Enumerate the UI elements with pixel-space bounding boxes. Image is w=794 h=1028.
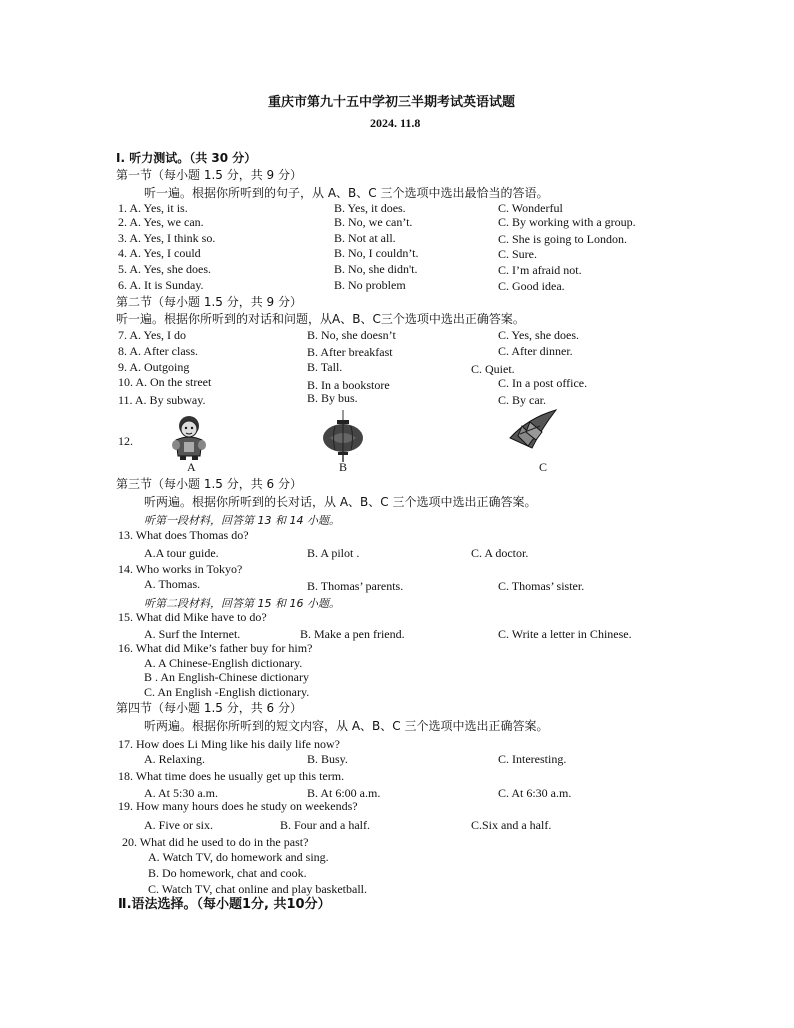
q15-b: B. Make a pen friend. xyxy=(300,627,405,641)
sec4-instructions: 听两遍。根据你所听到的短文内容，从 A、B、C 三个选项中选出正确答案。 xyxy=(144,719,549,733)
q4-c: C. Sure. xyxy=(498,247,537,261)
q15-a: A. Surf the Internet. xyxy=(144,627,241,641)
q15-stem: 15. What did Mike have to do? xyxy=(118,610,267,624)
q17-a: A. Relaxing. xyxy=(144,752,205,766)
q13-a: A.A tour guide. xyxy=(144,546,219,560)
q19-a: A. Five or six. xyxy=(144,818,213,832)
q16-c: C. An English -English dictionary. xyxy=(144,685,310,699)
q5-b: B. No, she didn't. xyxy=(334,262,418,276)
q2-a: 2. A. Yes, we can. xyxy=(118,215,204,229)
q16-stem: 16. What did Mike’s father buy for him? xyxy=(118,641,313,655)
q14-a: A. Thomas. xyxy=(144,577,201,591)
q17-stem: 17. How does Li Ming like his daily life now? xyxy=(118,737,340,751)
q20-stem: 20. What did he used to do in the past? xyxy=(122,835,309,849)
q6-c: C. Good idea. xyxy=(498,279,565,293)
q7-a: 7. A. Yes, I do xyxy=(118,328,187,342)
q2-c: C. By working with a group. xyxy=(498,215,636,229)
q16-b: B . An English-Chinese dictionary xyxy=(144,670,309,684)
q11-b: B. By bus. xyxy=(307,391,358,405)
q9-a: 9. A. Outgoing xyxy=(118,360,190,374)
sec1-instructions: 听一遍。根据你所听到的句子，从 A、B、C 三个选项中选出最恰当的答语。 xyxy=(144,186,549,200)
q13-c: C. A doctor. xyxy=(471,546,529,560)
sec3-material2: 听第二段材料，回答第 15 和 16 小题。 xyxy=(144,597,340,610)
q10-b: B. In a bookstore xyxy=(307,378,390,392)
q5-a: 5. A. Yes, she does. xyxy=(118,262,212,276)
q1-a: 1. A. Yes, it is. xyxy=(118,201,188,215)
q1-c: C. Wonderful xyxy=(498,201,563,215)
sec2-instructions: 听一遍。根据你所听到的对话和问题，从A、B、C三个选项中选出正确答案。 xyxy=(116,312,525,326)
part1-heading: I. 听力测试。（共 30 分） xyxy=(116,151,257,165)
q13-stem: 13. What does Thomas do? xyxy=(118,528,249,542)
zongzi-image xyxy=(508,408,560,452)
q11-a: 11. A. By subway. xyxy=(118,393,206,407)
q2-b: B. No, we can’t. xyxy=(334,215,413,229)
q20-b: B. Do homework, chat and cook. xyxy=(148,866,307,880)
q14-c: C. Thomas’ sister. xyxy=(498,579,585,593)
page-title: 重庆市第九十五中学初三半期考试英语试题 xyxy=(268,94,516,109)
sec2-title: 第二节（每小题 1.5 分，共 9 分） xyxy=(116,295,302,309)
q18-stem: 18. What time does he usually get up this term. xyxy=(118,769,345,783)
q13-b: B. A pilot . xyxy=(307,546,360,560)
q9-c: C. Quiet. xyxy=(471,362,515,376)
q3-c: C. She is going to London. xyxy=(498,232,628,246)
sec3-instructions: 听两遍。根据你所听到的长对话，从 A、B、C 三个选项中选出正确答案。 xyxy=(144,495,537,509)
q15-c: C. Write a letter in Chinese. xyxy=(498,627,632,641)
q4-b: B. No, I couldn’t. xyxy=(334,246,419,260)
q7-b: B. No, she doesn’t xyxy=(307,328,396,342)
q18-a: A. At 5:30 a.m. xyxy=(144,786,218,800)
q19-c: C.Six and a half. xyxy=(471,818,552,832)
q3-b: B. Not at all. xyxy=(334,231,396,245)
q12-label-c: C xyxy=(539,460,548,474)
q8-c: C. After dinner. xyxy=(498,344,573,358)
exam-date: 2024. 11.8 xyxy=(370,116,421,130)
q4-a: 4. A. Yes, I could xyxy=(118,246,201,260)
q6-b: B. No problem xyxy=(334,278,406,292)
q17-c: C. Interesting. xyxy=(498,752,567,766)
q7-c: C. Yes, she does. xyxy=(498,328,580,342)
part2-heading: Ⅱ.语法选择。（每小题1分, 共10分） xyxy=(118,897,331,912)
q6-a: 6. A. It is Sunday. xyxy=(118,278,204,292)
q10-a: 10. A. On the street xyxy=(118,375,212,389)
q20-c: C. Watch TV, chat online and play basketball. xyxy=(148,882,367,896)
sec1-title: 第一节（每小题 1.5 分，共 9 分） xyxy=(116,168,302,182)
q16-a: A. A Chinese-English dictionary. xyxy=(144,656,303,670)
q1-b: B. Yes, it does. xyxy=(334,201,406,215)
sec4-title: 第四节（每小题 1.5 分，共 6 分） xyxy=(116,701,302,715)
q12-label-b: B xyxy=(339,460,348,474)
sec3-title: 第三节（每小题 1.5 分，共 6 分） xyxy=(116,477,302,491)
q10-c: C. In a post office. xyxy=(498,376,588,390)
q12-number: 12. xyxy=(118,434,133,448)
q17-b: B. Busy. xyxy=(307,752,348,766)
q12-label-a: A xyxy=(187,460,196,474)
q3-a: 3. A. Yes, I think so. xyxy=(118,231,216,245)
q14-b: B. Thomas’ parents. xyxy=(307,579,404,593)
q19-stem: 19. How many hours does he study on weekends? xyxy=(118,799,358,813)
q9-b: B. Tall. xyxy=(307,360,343,374)
sec3-material1: 听第一段材料，回答第 13 和 14 小题。 xyxy=(144,514,340,527)
q5-c: C. I’m afraid not. xyxy=(498,263,582,277)
lantern-image xyxy=(318,410,368,462)
q19-b: B. Four and a half. xyxy=(280,818,370,832)
doll-image xyxy=(164,412,214,462)
q11-c: C. By car. xyxy=(498,393,546,407)
q8-b: B. After breakfast xyxy=(307,345,393,359)
q18-c: C. At 6:30 a.m. xyxy=(498,786,572,800)
q18-b: B. At 6:00 a.m. xyxy=(307,786,381,800)
q14-stem: 14. Who works in Tokyo? xyxy=(118,562,243,576)
q20-a: A. Watch TV, do homework and sing. xyxy=(148,850,329,864)
q8-a: 8. A. After class. xyxy=(118,344,198,358)
